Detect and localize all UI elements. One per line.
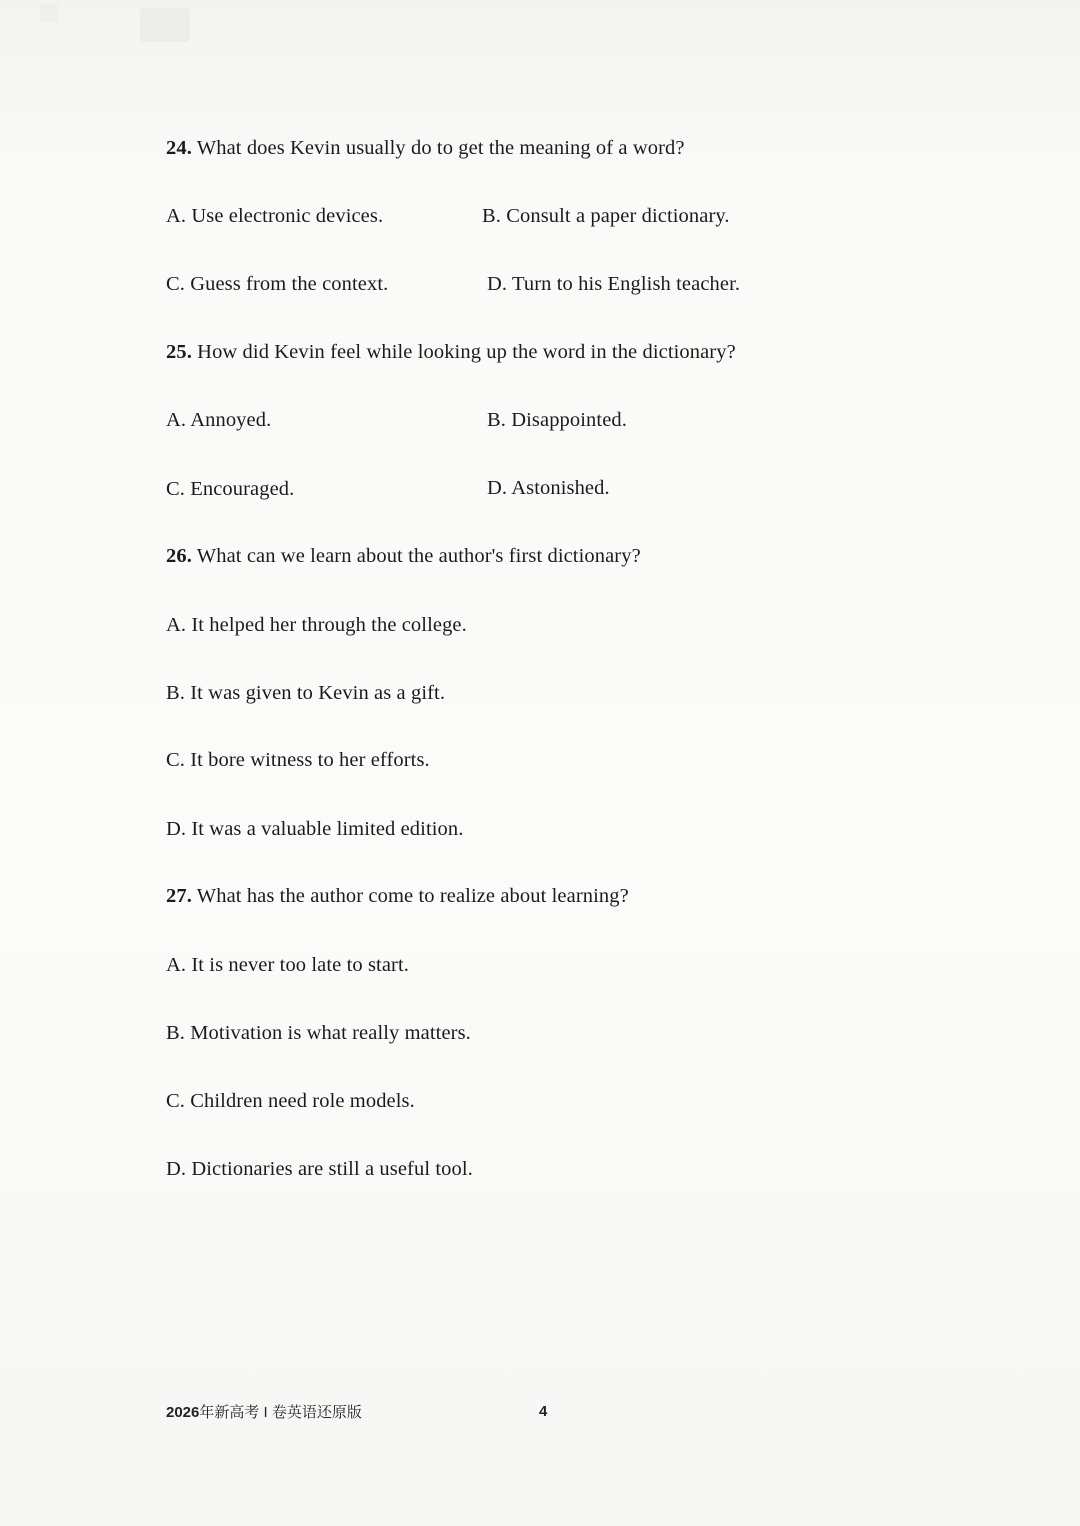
footer-year: 2026 (166, 1404, 200, 1421)
q25-option-a: A. Annoyed. (166, 409, 272, 431)
footer-title: 年新高考 I 卷英语还原版 (199, 1404, 362, 1421)
question-text: What can we learn about the author's first dictionary? (196, 545, 641, 567)
q25-option-b: B. Disappointed. (487, 409, 627, 431)
q25-option-d: D. Astonished. (487, 477, 610, 499)
q24-option-c: C. Guess from the context. (166, 273, 389, 295)
q26-option-a: A. It helped her through the college. (166, 614, 467, 636)
question-24 (166, 134, 685, 162)
q26-option-b: B. It was given to Kevin as a gift. (166, 682, 446, 704)
q24-option-a: A. Use electronic devices. (166, 205, 384, 227)
q24-option-b: B. Consult a paper dictionary. (482, 205, 730, 227)
question-number: 24. (166, 137, 192, 159)
question-text: What has the author come to realize about learning? (196, 885, 629, 907)
q27-option-c: C. Children need role models. (166, 1090, 415, 1112)
page-footer (166, 1401, 362, 1425)
q26-option-d: D. It was a valuable limited edition. (166, 818, 464, 840)
q24-option-d: D. Turn to his English teacher. (487, 273, 741, 295)
question-25 (166, 338, 736, 366)
question-27 (166, 882, 629, 910)
q27-option-d: D. Dictionaries are still a useful tool. (166, 1158, 473, 1180)
q27-option-b: B. Motivation is what really matters. (166, 1022, 471, 1044)
scan-artifact (140, 8, 190, 42)
q26-option-c: C. It bore witness to her efforts. (166, 749, 430, 771)
q25-option-c: C. Encouraged. (166, 478, 295, 500)
question-26 (166, 542, 641, 570)
question-number: 27. (166, 885, 192, 907)
question-number: 26. (166, 545, 192, 567)
page-number: 4 (539, 1403, 548, 1420)
question-text: How did Kevin feel while looking up the word in the dictionary? (197, 341, 736, 363)
q27-option-a: A. It is never too late to start. (166, 954, 409, 976)
question-number: 25. (166, 341, 192, 363)
question-text: What does Kevin usually do to get the meaning of a word? (196, 137, 685, 159)
scan-artifact (40, 4, 58, 22)
